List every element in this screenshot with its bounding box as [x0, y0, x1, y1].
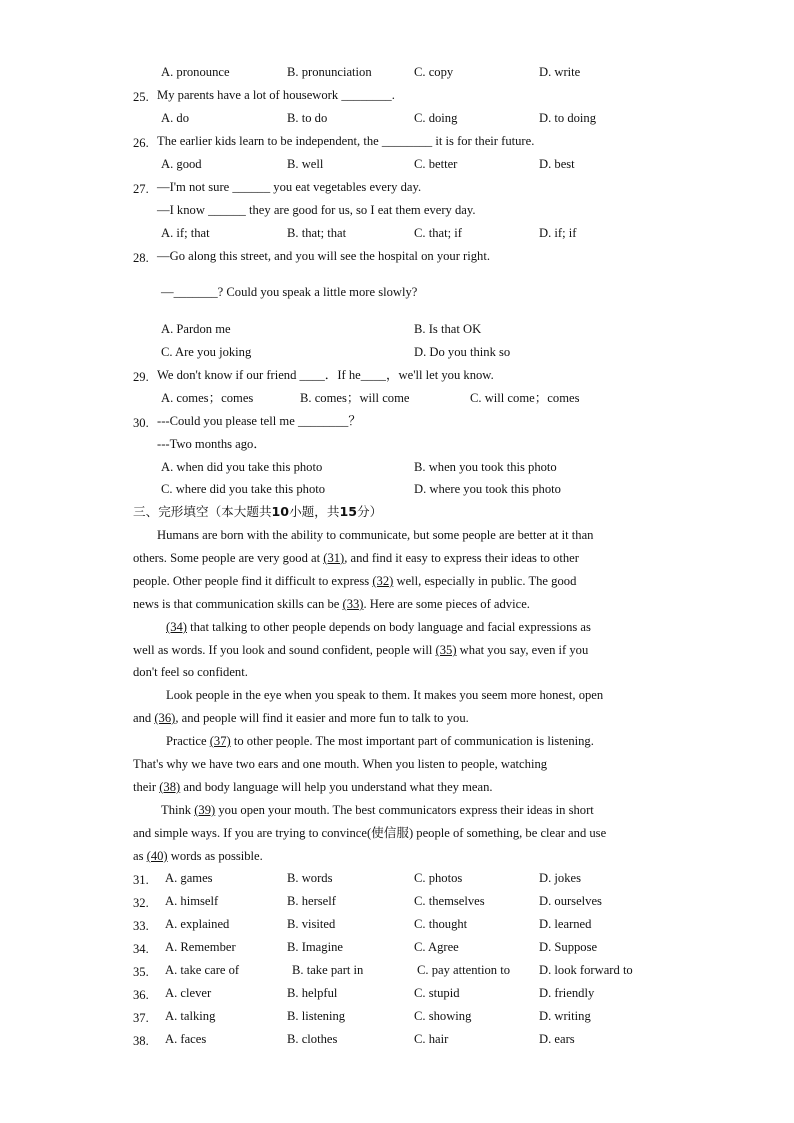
cloze-34-option-c: C. Agree [414, 940, 459, 954]
cloze-32-option-c: C. themselves [414, 894, 485, 908]
passage-line-11: That's why we have two ears and one mouth. When you listen to people, watching [133, 757, 548, 771]
passage-text: others. Some people are very good at [133, 551, 324, 565]
q27-stem-2: —I know ______ they are good for us, so I eat them every day. [157, 203, 476, 217]
cloze-34-number: 34. [133, 942, 149, 956]
cloze-38-option-d: D. ears [539, 1032, 575, 1046]
cloze-35-option-b: B. take part in [292, 963, 364, 977]
cloze-31-number: 31. [133, 873, 149, 887]
cloze-31-option-d: D. jokes [539, 871, 581, 885]
passage-text: , and find it easy to express their ideas to other [344, 551, 579, 565]
section-3-count: 10 [271, 504, 290, 519]
passage-line-7: don't feel so confident. [133, 665, 248, 679]
q27-option-a: A. if; that [161, 226, 210, 240]
q24-option-a: A. pronounce [161, 65, 230, 79]
q26-option-d: D. best [539, 157, 575, 171]
cloze-36-number: 36. [133, 988, 149, 1002]
q29-option-b: B. comes；will come [300, 391, 410, 405]
q28-option-d: D. Do you think so [414, 345, 511, 359]
blank-36: (36) [154, 711, 176, 725]
q28-stem-1: —Go along this street, and you will see the hospital on your right. [157, 249, 490, 263]
cloze-34-option-b: B. Imagine [287, 940, 343, 954]
passage-line-1: Humans are born with the ability to communicate, but some people are better at it than [157, 528, 594, 542]
cloze-35-number: 35. [133, 965, 149, 979]
cloze-38-number: 38. [133, 1034, 149, 1048]
cloze-37-option-a: A. talking [165, 1009, 216, 1023]
cloze-37-option-d: D. writing [539, 1009, 591, 1023]
passage-line-8: Look people in the eye when you speak to them. It makes you seem more honest, open [166, 688, 604, 702]
blank-32: (32) [372, 574, 394, 588]
passage-line-6 [133, 642, 588, 658]
cloze-31-option-b: B. words [287, 871, 333, 885]
passage-line-13 [161, 802, 594, 818]
q26-number: 26. [133, 136, 149, 150]
q28-option-c: C. Are you joking [161, 345, 252, 359]
q25-number: 25. [133, 90, 149, 104]
q25-stem: My parents have a lot of housework ________. [157, 88, 395, 102]
cloze-37-number: 37. [133, 1011, 149, 1025]
q30-stem-1: ---Could you please tell me ________？ [157, 414, 361, 428]
passage-line-15 [133, 848, 263, 864]
q24-option-d: D. write [539, 65, 581, 79]
cloze-37-option-c: C. showing [414, 1009, 472, 1023]
blank-33: (33) [342, 597, 364, 611]
blank-35: (35) [435, 643, 457, 657]
passage-text: , and people will find it easier and more fun to talk to you. [175, 711, 469, 725]
cloze-33-option-c: C. thought [414, 917, 468, 931]
passage-text: as [133, 849, 147, 863]
cloze-36-option-b: B. helpful [287, 986, 338, 1000]
q29-stem: We don't know if our friend ____．If he____，we'll let you know. [157, 368, 494, 382]
passage-text: Practice [166, 734, 210, 748]
cloze-32-number: 32. [133, 896, 149, 910]
blank-40: (40) [146, 849, 168, 863]
section-3-mid: 小题，共 [289, 504, 340, 519]
cloze-36-option-c: C. stupid [414, 986, 460, 1000]
cloze-38-option-c: C. hair [414, 1032, 449, 1046]
section-3-heading [133, 504, 382, 520]
passage-text: well, especially in public. The good [393, 574, 577, 588]
q27-stem-1: —I'm not sure ______ you eat vegetables every day. [157, 180, 422, 194]
passage-text: well as words. If you look and sound confident, people will [133, 643, 436, 657]
cloze-35-option-a: A. take care of [165, 963, 240, 977]
q29-option-a: A. comes；comes [161, 391, 254, 405]
passage-text: and [133, 711, 155, 725]
q28-stem-2: —_______? Could you speak a little more slowly? [161, 285, 418, 299]
blank-37: (37) [209, 734, 231, 748]
q30-option-b: B. when you took this photo [414, 460, 557, 474]
passage-text: . Here are some pieces of advice. [363, 597, 530, 611]
passage-text: and body language will help you understand what they mean. [180, 780, 493, 794]
q30-number: 30. [133, 416, 149, 430]
section-3-prefix: 三、完形填空（本大题共 [133, 504, 272, 519]
section-3-score: 15 [339, 504, 357, 519]
passage-text: words as possible. [167, 849, 263, 863]
cloze-32-option-a: A. himself [165, 894, 219, 908]
cloze-35-option-c: C. pay attention to [417, 963, 511, 977]
passage-text: that talking to other people depends on body language and facial expressions as [186, 620, 591, 634]
q25-option-a: A. do [161, 111, 189, 125]
cloze-33-option-a: A. explained [165, 917, 230, 931]
blank-38: (38) [159, 780, 181, 794]
q30-option-d: D. where you took this photo [414, 482, 561, 496]
q25-option-d: D. to doing [539, 111, 597, 125]
blank-31: (31) [323, 551, 345, 565]
q29-number: 29. [133, 370, 149, 384]
q24-option-b: B. pronunciation [287, 65, 372, 79]
cloze-33-option-d: D. learned [539, 917, 592, 931]
q27-option-d: D. if; if [539, 226, 577, 240]
cloze-38-option-b: B. clothes [287, 1032, 338, 1046]
cloze-34-option-a: A. Remember [165, 940, 236, 954]
cloze-32-option-b: B. herself [287, 894, 336, 908]
passage-line-4 [133, 596, 530, 612]
passage-text: people. Other people find it difficult to express [133, 574, 373, 588]
q25-option-c: C. doing [414, 111, 458, 125]
cloze-33-option-b: B. visited [287, 917, 336, 931]
q25-option-b: B. to do [287, 111, 328, 125]
passage-text: you open your mouth. The best communicators express their ideas in short [215, 803, 594, 817]
q26-option-b: B. well [287, 157, 324, 171]
cloze-33-number: 33. [133, 919, 149, 933]
passage-line-12 [133, 779, 493, 795]
q27-number: 27. [133, 182, 149, 196]
q26-stem: The earlier kids learn to be independent, the ________ it is for their future. [157, 134, 535, 148]
cloze-31-option-c: C. photos [414, 871, 463, 885]
passage-text: their [133, 780, 160, 794]
cloze-32-option-d: D. ourselves [539, 894, 602, 908]
passage-text: to other people. The most important part of communication is listening. [230, 734, 594, 748]
q30-option-c: C. where did you take this photo [161, 482, 326, 496]
passage-line-2 [133, 550, 579, 566]
q28-number: 28. [133, 251, 149, 265]
passage-text: what you say, even if you [456, 643, 589, 657]
cloze-35-option-d: D. look forward to [539, 963, 633, 977]
q28-option-b: B. Is that OK [414, 322, 482, 336]
passage-text: Think [161, 803, 195, 817]
blank-39: (39) [194, 803, 216, 817]
cloze-36-option-a: A. clever [165, 986, 212, 1000]
passage-text: news is that communication skills can be [133, 597, 343, 611]
cloze-38-option-a: A. faces [165, 1032, 207, 1046]
cloze-36-option-d: D. friendly [539, 986, 595, 1000]
cloze-34-option-d: D. Suppose [539, 940, 598, 954]
q28-option-a: A. Pardon me [161, 322, 231, 336]
q30-option-a: A. when did you take this photo [161, 460, 323, 474]
q29-option-c: C. will come；comes [470, 391, 580, 405]
passage-line-3 [133, 573, 576, 589]
cloze-37-option-b: B. listening [287, 1009, 346, 1023]
q27-option-c: C. that; if [414, 226, 462, 240]
passage-line-5 [166, 619, 591, 635]
q26-option-c: C. better [414, 157, 458, 171]
blank-34: (34) [166, 620, 187, 634]
q24-option-c: C. copy [414, 65, 454, 79]
q27-option-b: B. that; that [287, 226, 347, 240]
q26-option-a: A. good [161, 157, 202, 171]
q30-stem-2: ---Two months ago． [157, 437, 266, 451]
passage-line-14: and simple ways. If you are trying to convince(使信服) people of something, be clear and use [133, 826, 607, 840]
passage-line-9 [133, 710, 469, 726]
cloze-31-option-a: A. games [165, 871, 213, 885]
passage-line-10 [166, 733, 594, 749]
section-3-suffix: 分） [356, 504, 383, 519]
